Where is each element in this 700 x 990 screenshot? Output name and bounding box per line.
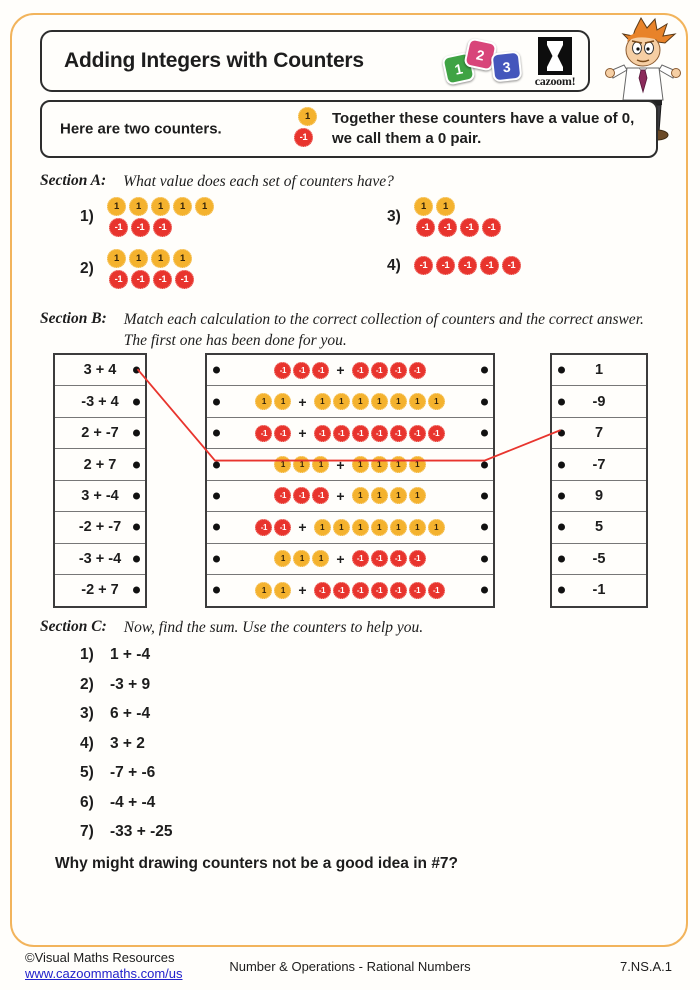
match-dot [213, 461, 220, 468]
problem-number: 3) [80, 705, 94, 722]
counter-plus-one: 1 [409, 519, 426, 536]
section-b-header [40, 310, 644, 352]
problem-number: 4) [80, 734, 94, 752]
counter-minus-one: -1 [274, 519, 291, 536]
answer-cell [552, 480, 646, 511]
counter-minus-one: -1 [436, 256, 455, 275]
page-title: Adding Integers with Counters [64, 49, 364, 72]
counter-minus-one: -1 [352, 425, 369, 442]
counter-collection-cell [207, 385, 493, 416]
problem-number: 6) [80, 793, 94, 811]
plus-sign: + [336, 456, 345, 473]
answer-text: -7 [592, 456, 606, 473]
match-dot [481, 555, 488, 562]
counter-plus-one: 1 [173, 249, 192, 268]
problem-expression: 6 + -4 [110, 705, 151, 722]
counter-row [107, 249, 194, 268]
footer-topic: Number & Operations - Rational Numbers [229, 959, 471, 974]
match-dot [133, 430, 140, 437]
calculation-text: 2 + -7 [81, 425, 119, 442]
sum-problem [80, 734, 172, 753]
counter-minus-one: -1 [390, 425, 407, 442]
problem-number: 2) [80, 675, 94, 693]
calculation-cell [55, 574, 145, 605]
counter-minus-one: -1 [274, 487, 291, 504]
sum-problem [80, 675, 172, 694]
match-dot [558, 430, 565, 437]
problem-expression: -7 + -6 [110, 764, 156, 781]
section-a-item [80, 249, 194, 289]
section-c-prompt: Now, find the sum. Use the counters to help you. [123, 619, 424, 636]
counter-minus-one: -1 [502, 256, 521, 275]
counter-minus-one: -1 [428, 425, 445, 442]
section-b-prompt-line-1: Match each calculation to the correct collection of counters and the correct answer. [123, 311, 644, 328]
counter-minus-one: -1 [314, 425, 331, 442]
counter-expression [274, 487, 425, 504]
match-dot [481, 524, 488, 531]
match-dot [481, 492, 488, 499]
counter-set [107, 197, 214, 237]
counter-minus-one: -1 [312, 362, 329, 379]
problem-number: 4) [387, 256, 401, 274]
counter-minus-one: -1 [371, 425, 388, 442]
counter-minus-one: -1 [293, 362, 310, 379]
plus-sign: + [298, 393, 307, 410]
plus-sign: + [336, 550, 345, 567]
match-dot [213, 555, 220, 562]
answer-text: 9 [594, 487, 604, 504]
problem-number: 1) [80, 208, 94, 225]
counter-minus-one: -1 [390, 582, 407, 599]
counter-collection-cell [207, 417, 493, 448]
counter-minus-one: -1 [352, 582, 369, 599]
counter-plus-one: 1 [107, 197, 126, 216]
counter-minus-one: -1 [312, 487, 329, 504]
footer-copyright: ©Visual Maths Resources [25, 950, 175, 965]
counter-collection-cell [207, 448, 493, 479]
numbers-123-logo [444, 38, 530, 86]
counter-minus-one: -1 [274, 425, 291, 442]
logo-tile-3: 3 [491, 51, 523, 83]
counter-plus-one: 1 [371, 456, 388, 473]
section-a-item [80, 197, 214, 237]
section-c-label: Section C: [40, 618, 107, 635]
counter-plus-one: 1 [371, 393, 388, 410]
counter-row [109, 270, 194, 289]
counter-row [414, 256, 521, 275]
counter-plus-one: 1 [129, 249, 148, 268]
counter-minus-one: -1 [352, 362, 369, 379]
counter-plus-one: 1 [312, 456, 329, 473]
answer-cell [552, 355, 646, 385]
cazoom-hourglass-icon [538, 37, 572, 75]
calculation-text: -3 + -4 [78, 550, 122, 567]
counter-plus-one: 1 [333, 519, 350, 536]
counter-collection-cell [207, 574, 493, 605]
counter-minus-one: -1 [371, 550, 388, 567]
counter-plus-one: 1 [255, 582, 272, 599]
intro-line-2: we call them a 0 pair. [332, 130, 482, 147]
calculation-cell [55, 355, 145, 385]
counter-expression [274, 550, 425, 567]
answer-text: -9 [592, 393, 606, 410]
answers-column [550, 353, 648, 608]
answer-cell [552, 417, 646, 448]
counter-plus-one: 1 [371, 519, 388, 536]
match-dot [213, 430, 220, 437]
counter-minus-one: -1 [371, 582, 388, 599]
calculation-text: 2 + 7 [83, 456, 117, 473]
section-c-header [40, 618, 423, 639]
intro-right-text [332, 109, 634, 150]
section-a-label: Section A: [40, 172, 107, 189]
calculation-text: -3 + 4 [81, 393, 119, 410]
section-a-item [387, 197, 501, 237]
counter-minus-one: -1 [438, 218, 457, 237]
counter-plus-one: 1 [293, 550, 310, 567]
problem-expression: -3 + 9 [110, 675, 151, 693]
answer-cell [552, 448, 646, 479]
counter-plus-one: 1 [129, 197, 148, 216]
counter-expression [255, 425, 444, 442]
counter-expression [255, 519, 444, 536]
counter-plus-one: 1 [333, 393, 350, 410]
title-box [40, 30, 590, 92]
counter-expression [255, 582, 444, 599]
calculation-cell [55, 543, 145, 574]
match-dot [133, 524, 140, 531]
counter-row [109, 218, 214, 237]
calculations-column [53, 353, 147, 608]
counter-minus-one: -1 [333, 425, 350, 442]
zero-pair-info-box [40, 100, 658, 158]
counter-plus-one: 1 [390, 519, 407, 536]
counter-expression [274, 362, 425, 379]
match-dot [213, 367, 220, 374]
counter-set [414, 197, 501, 237]
problem-number: 1) [80, 646, 94, 663]
calculation-cell [55, 511, 145, 542]
logo-tile-1: 1 [441, 51, 475, 85]
counter-plus-one: 1 [298, 107, 317, 126]
counter-plus-one: 1 [274, 550, 291, 567]
section-c-problems [80, 645, 172, 852]
problem-expression: 1 + -4 [110, 646, 151, 663]
match-dot [558, 461, 565, 468]
problem-expression: -4 + -4 [110, 793, 156, 811]
counter-minus-one: -1 [109, 218, 128, 237]
match-dot [133, 398, 140, 405]
match-dot [481, 430, 488, 437]
counter-minus-one: -1 [409, 550, 426, 567]
counter-minus-one: -1 [352, 550, 369, 567]
answer-text: -5 [592, 550, 606, 567]
counter-minus-one: -1 [390, 550, 407, 567]
match-dot [133, 367, 140, 374]
counter-minus-one: -1 [390, 362, 407, 379]
counter-set [107, 249, 194, 289]
counter-plus-one: 1 [352, 519, 369, 536]
problem-number: 3) [387, 208, 401, 225]
match-dot [133, 587, 140, 594]
calculation-cell [55, 385, 145, 416]
plus-sign: + [336, 362, 345, 379]
counter-plus-one: 1 [352, 487, 369, 504]
counter-plus-one: 1 [255, 393, 272, 410]
counter-minus-one: -1 [460, 218, 479, 237]
counter-minus-one: -1 [109, 270, 128, 289]
counter-minus-one: -1 [255, 519, 272, 536]
match-dot [481, 587, 488, 594]
counter-row [414, 197, 501, 216]
counter-plus-one: 1 [436, 197, 455, 216]
counter-expression [255, 393, 444, 410]
calculation-cell [55, 480, 145, 511]
match-dot [558, 555, 565, 562]
intro-counter-pair [294, 107, 317, 147]
counter-minus-one: -1 [294, 128, 313, 147]
intro-line-1: Together these counters have a value of 0, [332, 109, 635, 127]
counter-expression [274, 456, 425, 473]
counter-plus-one: 1 [390, 487, 407, 504]
calculation-text: -2 + -7 [78, 519, 122, 536]
counter-plus-one: 1 [195, 197, 214, 216]
answer-cell [552, 574, 646, 605]
logo-tile-2: 2 [463, 37, 497, 71]
counter-plus-one: 1 [428, 519, 445, 536]
counter-minus-one: -1 [153, 270, 172, 289]
match-dot [213, 398, 220, 405]
counter-minus-one: -1 [314, 582, 331, 599]
counter-collection-cell [207, 480, 493, 511]
counter-minus-one: -1 [175, 270, 194, 289]
counter-minus-one: -1 [458, 256, 477, 275]
calculation-text: 3 + -4 [81, 487, 119, 504]
calculation-cell [55, 417, 145, 448]
answer-cell [552, 543, 646, 574]
counter-minus-one: -1 [409, 362, 426, 379]
answer-text: 1 [594, 362, 604, 379]
calculation-text: 3 + 4 [83, 362, 117, 379]
counter-plus-one: 1 [371, 487, 388, 504]
counter-minus-one: -1 [274, 362, 291, 379]
counter-plus-one: 1 [352, 456, 369, 473]
plus-sign: + [298, 519, 307, 536]
counter-plus-one: 1 [293, 456, 310, 473]
match-dot [481, 461, 488, 468]
counter-plus-one: 1 [274, 582, 291, 599]
counter-plus-one: 1 [390, 393, 407, 410]
match-dot [558, 492, 565, 499]
counter-minus-one: -1 [293, 487, 310, 504]
match-dot [558, 367, 565, 374]
counter-collections-column [205, 353, 495, 608]
counter-plus-one: 1 [274, 393, 291, 410]
section-a-prompt: What value does each set of counters have? [123, 173, 394, 190]
section-c-question: Why might drawing counters not be a good idea in #7? [55, 855, 459, 872]
match-dot [558, 587, 565, 594]
counter-minus-one: -1 [409, 425, 426, 442]
calculation-cell [55, 448, 145, 479]
answer-cell [552, 511, 646, 542]
counter-plus-one: 1 [414, 197, 433, 216]
counter-minus-one: -1 [482, 218, 501, 237]
footer-website-link[interactable]: www.cazoommaths.com/us [25, 966, 183, 982]
match-dot [481, 398, 488, 405]
match-dot [213, 587, 220, 594]
counter-plus-one: 1 [428, 393, 445, 410]
match-dot [133, 555, 140, 562]
answer-text: 5 [594, 519, 604, 536]
counter-plus-one: 1 [312, 550, 329, 567]
counter-plus-one: 1 [151, 249, 170, 268]
sum-problem [80, 793, 172, 812]
answer-cell [552, 385, 646, 416]
counter-plus-one: 1 [409, 456, 426, 473]
counter-minus-one: -1 [480, 256, 499, 275]
problem-number: 7) [80, 823, 94, 840]
problem-number: 5) [80, 764, 94, 781]
counter-collection-cell [207, 543, 493, 574]
match-dot [558, 398, 565, 405]
counter-minus-one: -1 [255, 425, 272, 442]
footer-standard-code: 7.NS.A.1 [619, 959, 672, 974]
counter-row [416, 218, 501, 237]
sum-problem [80, 704, 172, 723]
counter-plus-one: 1 [107, 249, 126, 268]
section-b-label: Section B: [40, 310, 107, 327]
section-a-item [387, 256, 521, 275]
counter-plus-one: 1 [390, 456, 407, 473]
counter-set [414, 256, 521, 275]
answer-text: 7 [594, 425, 604, 442]
section-b-prompt [124, 310, 644, 352]
counter-plus-one: 1 [274, 456, 291, 473]
match-dot [213, 492, 220, 499]
match-dot [133, 461, 140, 468]
calculation-text: -2 + 7 [81, 582, 119, 599]
counter-minus-one: -1 [131, 270, 150, 289]
counter-plus-one: 1 [314, 393, 331, 410]
counter-minus-one: -1 [131, 218, 150, 237]
problem-expression: -33 + -25 [110, 823, 173, 840]
answer-text: -1 [592, 582, 606, 599]
match-dot [558, 524, 565, 531]
counter-minus-one: -1 [414, 256, 433, 275]
counter-plus-one: 1 [409, 487, 426, 504]
counter-plus-one: 1 [173, 197, 192, 216]
counter-plus-one: 1 [352, 393, 369, 410]
counter-row [107, 197, 214, 216]
section-a-header [40, 172, 394, 193]
sum-problem [80, 763, 172, 782]
problem-expression: 3 + 2 [110, 734, 145, 752]
plus-sign: + [298, 425, 307, 442]
counter-minus-one: -1 [409, 582, 426, 599]
counter-minus-one: -1 [416, 218, 435, 237]
section-b-prompt-line-2: The first one has been done for you. [123, 331, 347, 349]
counter-plus-one: 1 [314, 519, 331, 536]
cazoom-wordmark: cazoom! [534, 74, 576, 88]
plus-sign: + [298, 582, 307, 599]
sum-problem [80, 822, 172, 841]
counter-plus-one: 1 [151, 197, 170, 216]
cazoom-logo [529, 37, 581, 89]
counter-minus-one: -1 [153, 218, 172, 237]
plus-sign: + [336, 487, 345, 504]
intro-left-text: Here are two counters. [60, 120, 222, 138]
counter-collection-cell [207, 355, 493, 385]
match-dot [133, 492, 140, 499]
sum-problem [80, 645, 172, 664]
counter-minus-one: -1 [333, 582, 350, 599]
counter-minus-one: -1 [428, 582, 445, 599]
match-dot [481, 367, 488, 374]
counter-plus-one: 1 [409, 393, 426, 410]
match-dot [213, 524, 220, 531]
problem-number: 2) [80, 260, 94, 277]
counter-minus-one: -1 [371, 362, 388, 379]
counter-collection-cell [207, 511, 493, 542]
